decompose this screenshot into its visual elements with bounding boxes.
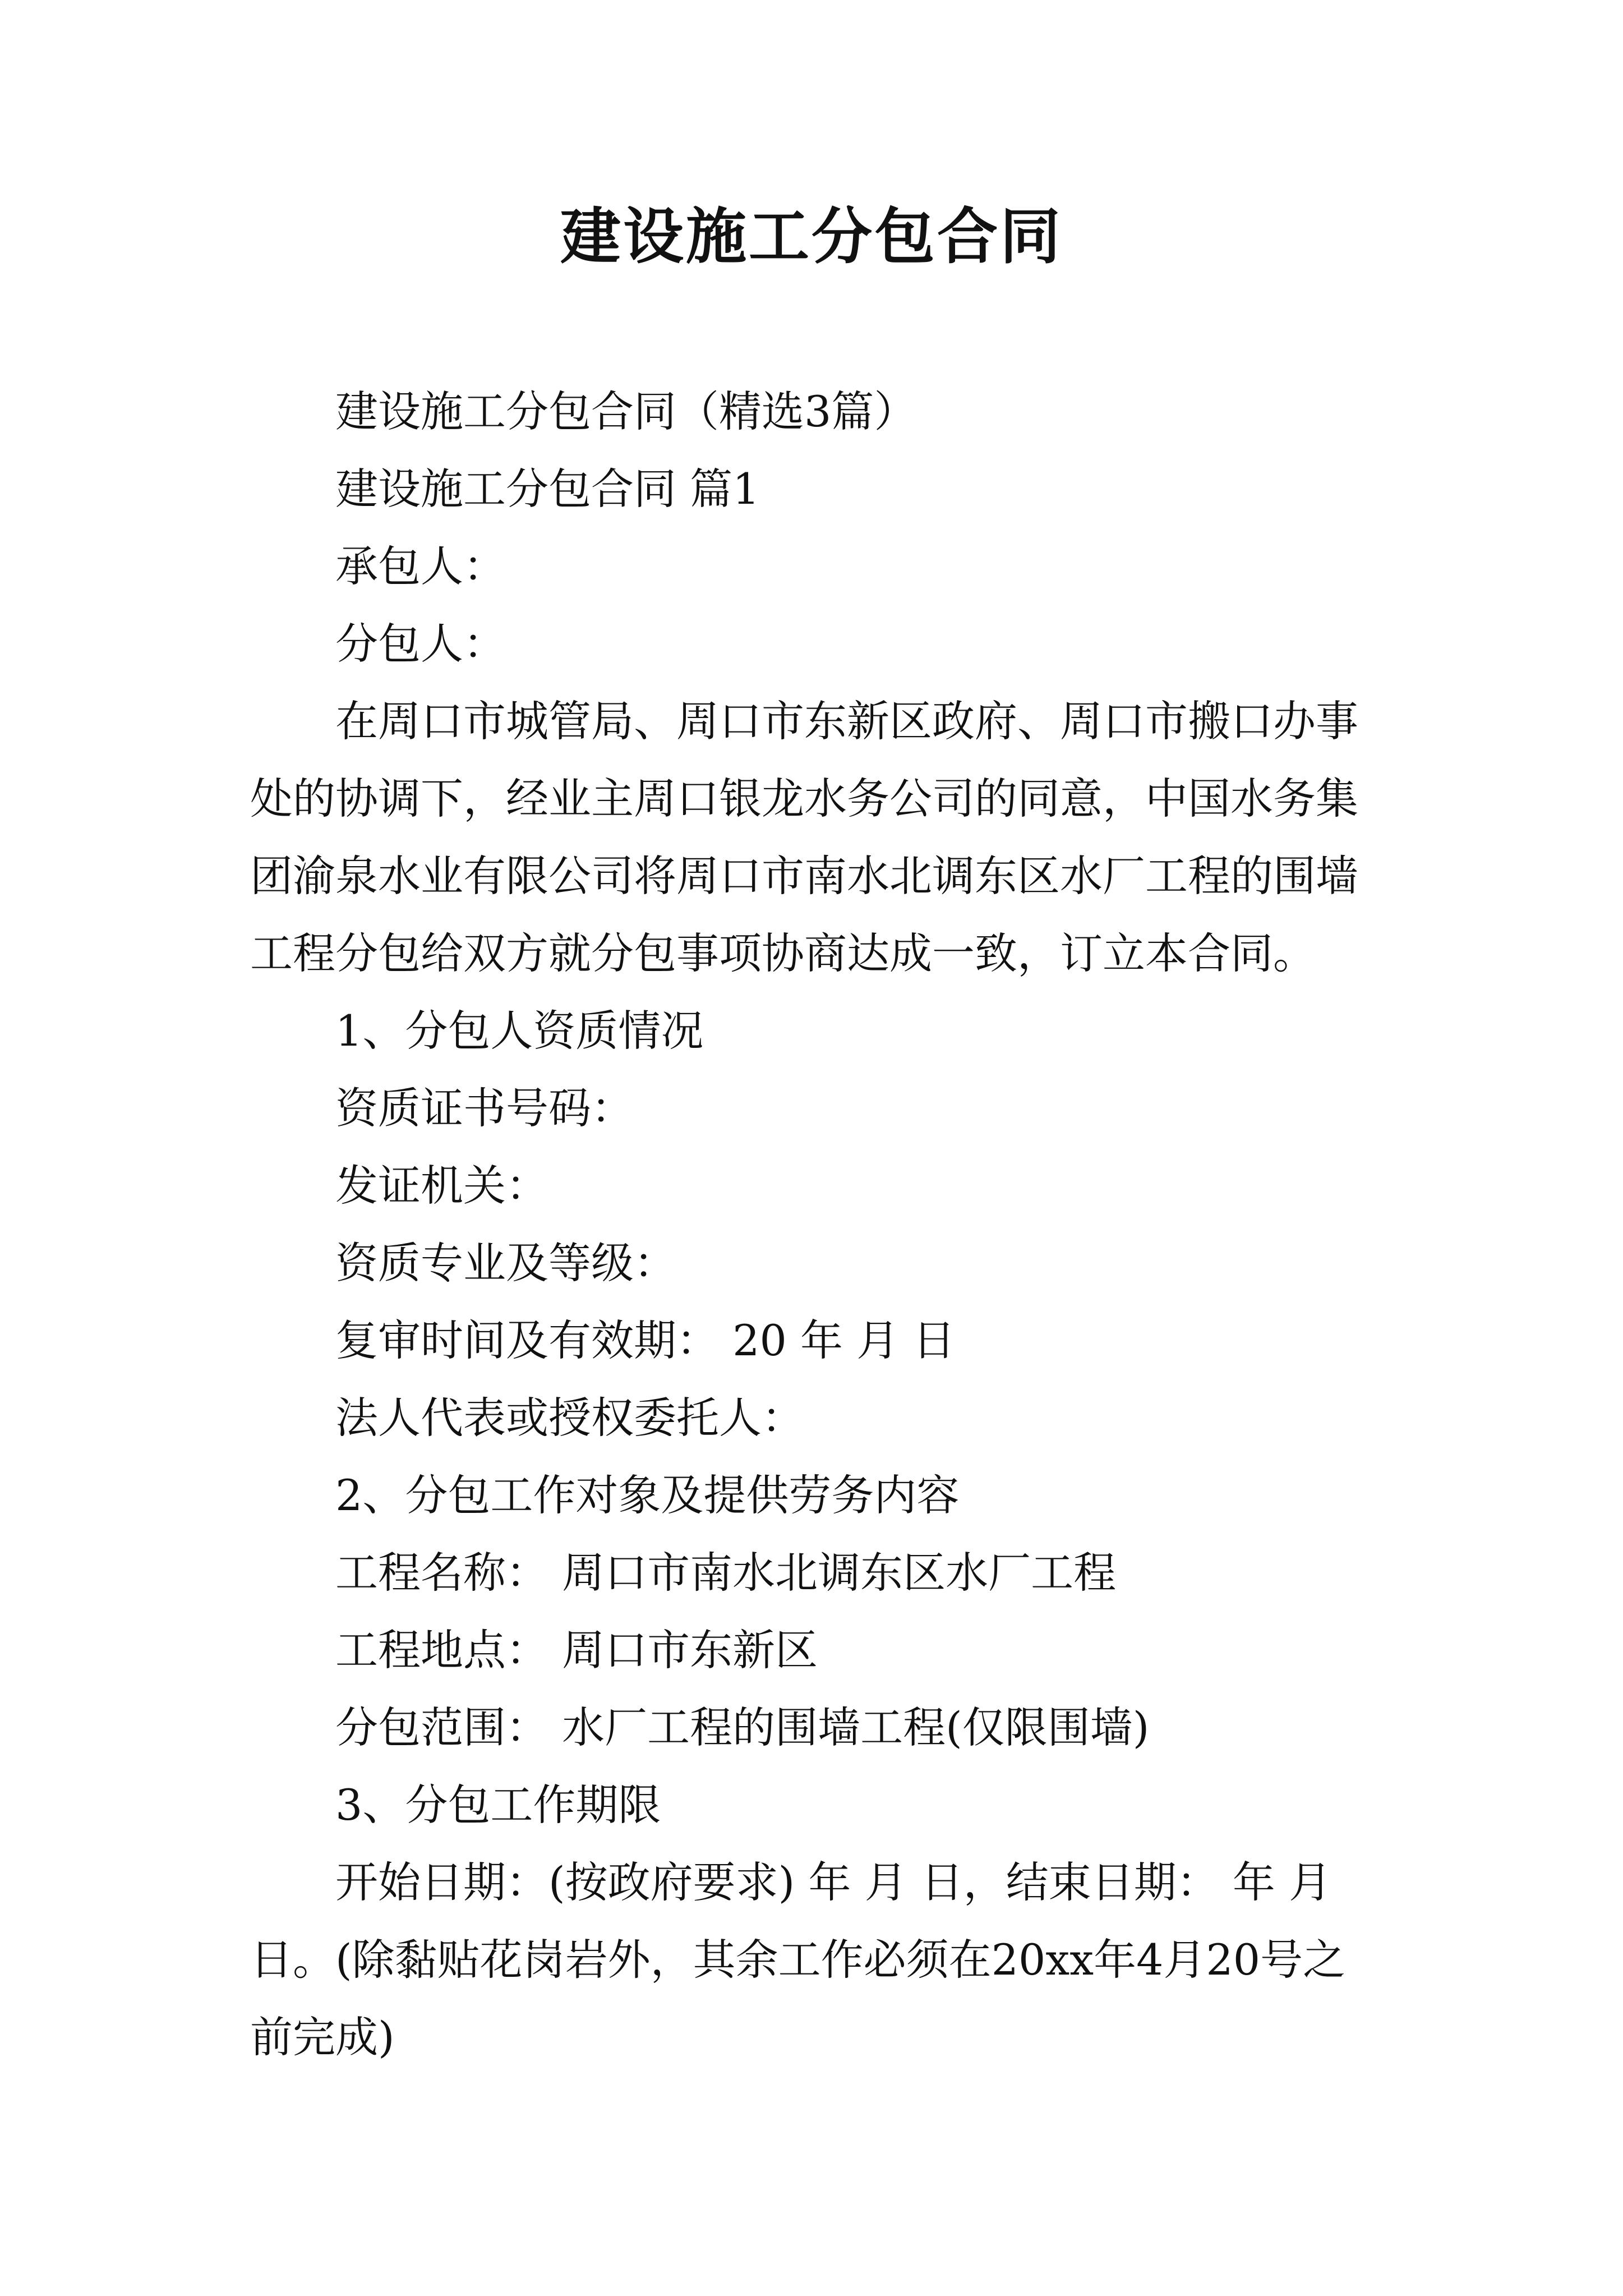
paragraph-preamble: 在周口市城管局、周口市东新区政府、周口市搬口办事处的协调下，经业主周口银龙水务公司的同意，中国水务集团渝泉水业有限公司将周口市南水北调东区水厂工程的围墙工程分包给双方就分包事项协商达成一致，订立本合同。 <box>250 696 1358 978</box>
section-heading-work-period: 3、分包工作期限 <box>335 1780 661 1830</box>
paragraph-legal-representative: 法人代表或授权委托人： <box>335 1393 804 1443</box>
paragraph-part-heading: 建设施工分包合同 篇1 <box>335 464 760 514</box>
paragraph-contractor: 承包人： <box>335 541 506 591</box>
paragraph-subcontract-range: 分包范围： 水厂工程的围墙工程(仅限围墙) <box>335 1703 1150 1752</box>
document-body <box>250 373 1377 2076</box>
paragraph-work-dates: 开始日期：(按政府要求) 年 月 日，结束日期： 年 月 日。(除黏贴花岗岩外，其余工作必须在20xx年4月20号之前完成) <box>250 1857 1346 2062</box>
section-heading-qualification: 1、分包人资质情况 <box>335 1006 704 1056</box>
paragraph-qualification-grade: 资质专业及等级： <box>335 1238 676 1288</box>
paragraph-project-name: 工程名称： 周口市南水北调东区水厂工程 <box>335 1548 1117 1598</box>
section-heading-work-scope: 2、分包工作对象及提供劳务内容 <box>335 1470 960 1520</box>
paragraph-collection-heading: 建设施工分包合同（精选3篇） <box>335 386 917 436</box>
document-title: 建设施工分包合同 <box>560 201 1063 272</box>
paragraph-issuing-authority: 发证机关： <box>335 1161 548 1211</box>
paragraph-review-period: 复审时间及有效期： 20 年 月 日 <box>335 1315 956 1365</box>
paragraph-project-location: 工程地点： 周口市东新区 <box>335 1625 818 1675</box>
paragraph-subcontractor: 分包人： <box>335 619 506 669</box>
paragraph-certificate-number: 资质证书号码： <box>335 1083 634 1133</box>
